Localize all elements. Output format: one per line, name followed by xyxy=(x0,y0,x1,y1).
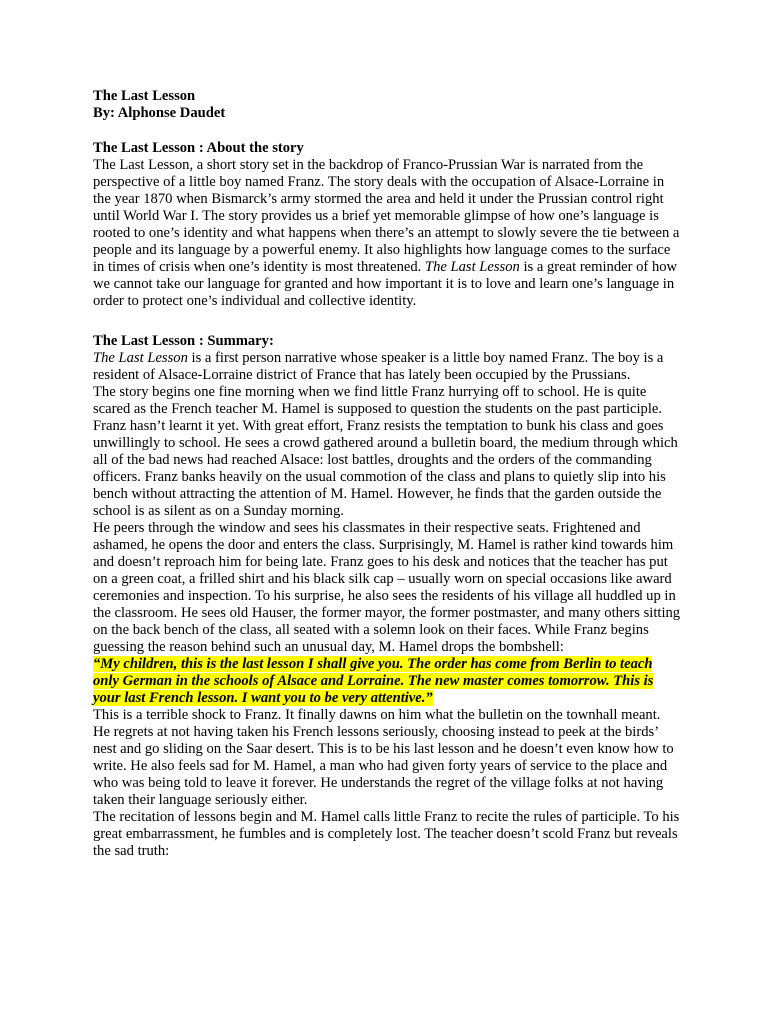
summary-paragraph-2: He peers through the window and sees his classmates in their respective seats. Frightened and ashamed, he opens the door and enters the class. Surprisingly, M. Hamel is rather kind towards him and doesn’t reproach him for being late. Franz goes to his desk and notices that the teacher has put on a green coat, a frilled shirt and his black silk cap – usually worn on special occasions like award ceremonies and inspection. To his surprise, he also sees the residents of his village all huddled up in the classroom. He sees old Hauser, the former mayor, the former postmaster, and many others sitting on the back bench of the class, all seated with a solemn look on their faces. While Franz begins guessing the reason behind such an unusual day, M. Hamel drops the bombshell: xyxy=(93,520,681,655)
highlighted-quote xyxy=(93,656,681,707)
summary-intro-paragraph xyxy=(93,350,681,384)
spacer xyxy=(93,310,681,333)
summary-italic-title: The Last Lesson xyxy=(93,350,188,366)
spacer xyxy=(93,122,681,140)
summary-paragraph-4: The recitation of lessons begin and M. Hamel calls little Franz to recite the rules of participle. To his great embarrassment, he fumbles and is completely lost. The teacher doesn’t scold Franz but reveals the sad truth: xyxy=(93,809,680,859)
summary-intro-text: is a first person narrative whose speaker is a little boy named Franz. The boy is a resident of Alsace-Lorraine district of France that has lately been occupied by the Prussians. xyxy=(93,350,664,383)
summary-paragraph-3: This is a terrible shock to Franz. It finally dawns on him what the bulletin on the townhall meant. He regrets at not having taken his French lessons seriously, choosing instead to peek at the birds’ nest and go sliding on the Saar desert. This is to be his last lesson and he doesn’t even know how to write. He also feels sad for M. Hamel, a man who had given forty years of service to the place and who was being told to leave it forever. He understands the regret of the village folks at not having taken their language seriously either. xyxy=(93,707,674,808)
about-text-2: is a great reminder of how we cannot take our language for granted and how important it is to love and learn one’s language in order to protect one’s individual and collective identity. xyxy=(93,259,678,309)
about-italic-title: The Last Lesson xyxy=(424,259,520,275)
quote-text: “My children, this is the last lesson I shall give you. The order has come from Berlin to teach only German in the schools of Alsace and Lorraine. The new master comes tomorrow. This is your last French lesson. I want you to be very attentive.” xyxy=(93,656,654,706)
summary-heading: The Last Lesson : Summary: xyxy=(93,333,274,349)
about-text-1: The Last Lesson, a short story set in the backdrop of Franco-Prussian War is narrated from the perspective of a little boy named Franz. The story deals with the occupation of Alsace-Lorraine in the year 1870 when Bismarck’s army stormed the area and held it under the Prussian control right until World War I. The story provides us a brief yet memorable glimpse of how one’s language is rooted to one’s identity and what happens when there’s an attempt to slowly severe the tie between a people and its language by a powerful enemy. It also highlights how language comes to the surface in times of crisis when one’s identity is most threatened. xyxy=(93,157,680,275)
document-author: By: Alphonse Daudet xyxy=(93,105,226,121)
about-paragraph xyxy=(93,157,681,310)
document-title: The Last Lesson xyxy=(93,88,196,104)
about-heading: The Last Lesson : About the story xyxy=(93,140,304,156)
summary-paragraph-1: The story begins one fine morning when we find little Franz hurrying off to school. He is quite scared as the French teacher M. Hamel is supposed to question the students on the past participle. Franz hasn’t learnt it yet. With great effort, Franz resists the temptation to bunk his class and goes unwillingly to school. He sees a crowd gathered around a bulletin board, the medium through which all of the bad news had reached Alsace: lost battles, droughts and the orders of the commanding officers. Franz banks heavily on the usual commotion of the class and plans to quietly slip into his bench without attracting the attention of M. Hamel. However, he finds that the garden outside the school is as silent as on a Sunday morning. xyxy=(93,384,678,519)
document-body xyxy=(93,88,681,860)
